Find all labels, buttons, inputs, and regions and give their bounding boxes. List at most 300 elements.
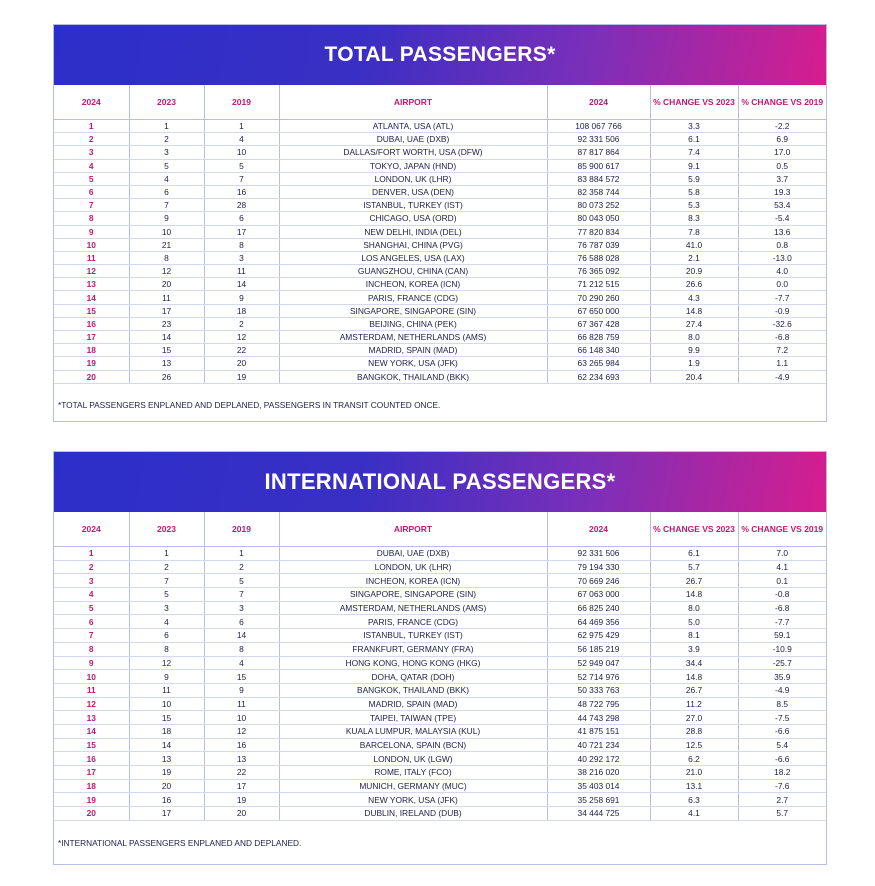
table-cell: 14.8 (650, 304, 738, 317)
international-passengers-title: INTERNATIONAL PASSENGERS* (54, 452, 826, 512)
table-cell: 18.2 (738, 766, 826, 780)
column-header: % CHANGE VS 2023 (650, 85, 738, 120)
table-cell: -7.6 (738, 779, 826, 793)
table-cell: 63 265 984 (547, 357, 650, 370)
table-cell: 5.3 (650, 199, 738, 212)
rank-cell: 2 (54, 133, 129, 146)
airport-cell: AMSTERDAM, NETHERLANDS (AMS) (279, 601, 547, 615)
column-header: 2024 (547, 85, 650, 120)
airport-cell: PARIS, FRANCE (CDG) (279, 615, 547, 629)
table-cell: -0.9 (738, 304, 826, 317)
table-cell: 20.4 (650, 370, 738, 383)
table-cell: 12 (129, 265, 204, 278)
table-cell: 48 722 795 (547, 697, 650, 711)
table-cell: 40 292 172 (547, 752, 650, 766)
table-cell: 20 (129, 779, 204, 793)
table-cell: 66 825 240 (547, 601, 650, 615)
total-passengers-footnote: *TOTAL PASSENGERS ENPLANED AND DEPLANED, PASSENGERS IN TRANSIT COUNTED ONCE. (58, 399, 441, 410)
table-cell: -4.9 (738, 683, 826, 697)
table-cell: -6.6 (738, 724, 826, 738)
table-row (54, 574, 826, 588)
airport-cell: ROME, ITALY (FCO) (279, 766, 547, 780)
table-cell: 7 (129, 574, 204, 588)
table-row (54, 344, 826, 357)
airport-cell: NEW YORK, USA (JFK) (279, 357, 547, 370)
table-cell: 41 875 151 (547, 724, 650, 738)
table-row (54, 159, 826, 172)
table-cell: 6 (204, 615, 279, 629)
table-cell: 0.8 (738, 238, 826, 251)
table-cell: 11 (129, 291, 204, 304)
airport-cell: TOKYO, JAPAN (HND) (279, 159, 547, 172)
table-cell: 21.0 (650, 766, 738, 780)
table-cell: 6.9 (738, 133, 826, 146)
table-cell: 22 (204, 344, 279, 357)
table-cell: 2.7 (738, 793, 826, 807)
column-header: % CHANGE VS 2023 (650, 512, 738, 547)
table-cell: 16 (204, 738, 279, 752)
table-cell: -6.6 (738, 752, 826, 766)
table-cell: 1 (129, 547, 204, 561)
rank-cell: 10 (54, 670, 129, 684)
table-row (54, 212, 826, 225)
table-cell: 23 (129, 317, 204, 330)
table-cell: -7.7 (738, 291, 826, 304)
airport-cell: ATLANTA, USA (ATL) (279, 120, 547, 133)
table-cell: 9 (204, 291, 279, 304)
total-passengers-title: TOTAL PASSENGERS* (54, 25, 826, 85)
rank-cell: 14 (54, 291, 129, 304)
airport-cell: LOS ANGELES, USA (LAX) (279, 251, 547, 264)
table-cell: 6.2 (650, 752, 738, 766)
table-cell: -2.2 (738, 120, 826, 133)
table-cell: 20 (204, 357, 279, 370)
table-cell: 52 949 047 (547, 656, 650, 670)
table-cell: 8 (204, 642, 279, 656)
total-passengers-panel (53, 24, 827, 422)
table-cell: 10 (204, 146, 279, 159)
table-cell: 0.1 (738, 574, 826, 588)
table-row (54, 738, 826, 752)
table-cell: 9.9 (650, 344, 738, 357)
column-header: 2024 (547, 512, 650, 547)
table-cell: 19 (204, 793, 279, 807)
rank-cell: 20 (54, 370, 129, 383)
total-passengers-table (54, 85, 826, 384)
rank-cell: 15 (54, 304, 129, 317)
table-cell: 5 (129, 588, 204, 602)
table-row (54, 251, 826, 264)
airport-cell: MADRID, SPAIN (MAD) (279, 697, 547, 711)
table-cell: -7.7 (738, 615, 826, 629)
table-cell: 14 (129, 738, 204, 752)
table-cell: -6.8 (738, 601, 826, 615)
table-cell: 6 (129, 629, 204, 643)
airport-cell: INCHEON, KOREA (ICN) (279, 278, 547, 291)
rank-cell: 10 (54, 238, 129, 251)
table-cell: 52 714 976 (547, 670, 650, 684)
table-cell: 11 (129, 683, 204, 697)
table-cell: 62 975 429 (547, 629, 650, 643)
table-cell: 5 (204, 159, 279, 172)
table-cell: 7.4 (650, 146, 738, 159)
table-cell: 20.9 (650, 265, 738, 278)
table-cell: 71 212 515 (547, 278, 650, 291)
airport-cell: MADRID, SPAIN (MAD) (279, 344, 547, 357)
rank-cell: 7 (54, 629, 129, 643)
table-cell: 17.0 (738, 146, 826, 159)
table-row (54, 615, 826, 629)
airport-cell: BANGKOK, THAILAND (BKK) (279, 683, 547, 697)
airport-cell: BEIJING, CHINA (PEK) (279, 317, 547, 330)
table-cell: 3 (204, 251, 279, 264)
airport-cell: LONDON, UK (LHR) (279, 560, 547, 574)
airport-cell: DALLAS/FORT WORTH, USA (DFW) (279, 146, 547, 159)
airport-cell: SHANGHAI, CHINA (PVG) (279, 238, 547, 251)
rank-cell: 3 (54, 574, 129, 588)
rank-cell: 12 (54, 697, 129, 711)
airport-cell: CHICAGO, USA (ORD) (279, 212, 547, 225)
table-cell: 1 (204, 547, 279, 561)
table-row (54, 238, 826, 251)
airport-cell: PARIS, FRANCE (CDG) (279, 291, 547, 304)
rank-cell: 6 (54, 185, 129, 198)
table-row (54, 185, 826, 198)
table-cell: 4 (204, 133, 279, 146)
table-cell: 7 (204, 172, 279, 185)
table-cell: 17 (204, 225, 279, 238)
airport-cell: GUANGZHOU, CHINA (CAN) (279, 265, 547, 278)
table-cell: 8 (129, 642, 204, 656)
table-cell: 62 234 693 (547, 370, 650, 383)
table-cell: 8 (129, 251, 204, 264)
table-cell: 6.3 (650, 793, 738, 807)
table-row (54, 547, 826, 561)
table-cell: 41.0 (650, 238, 738, 251)
airport-cell: LONDON, UK (LGW) (279, 752, 547, 766)
airport-cell: ISTANBUL, TURKEY (IST) (279, 629, 547, 643)
table-cell: 18 (129, 724, 204, 738)
table-row (54, 588, 826, 602)
rank-cell: 12 (54, 265, 129, 278)
table-cell: 5.7 (738, 807, 826, 821)
table-cell: 14.8 (650, 670, 738, 684)
rank-cell: 19 (54, 357, 129, 370)
table-cell: 66 828 759 (547, 331, 650, 344)
table-cell: 11 (204, 265, 279, 278)
rank-cell: 8 (54, 642, 129, 656)
table-cell: 7 (129, 199, 204, 212)
table-cell: 26.6 (650, 278, 738, 291)
table-cell: 6.1 (650, 547, 738, 561)
table-cell: 1.1 (738, 357, 826, 370)
table-cell: 5.0 (650, 615, 738, 629)
table-cell: 7.2 (738, 344, 826, 357)
rank-cell: 19 (54, 793, 129, 807)
table-cell: 16 (129, 793, 204, 807)
rank-cell: 13 (54, 278, 129, 291)
table-cell: 67 367 428 (547, 317, 650, 330)
table-cell: 12 (204, 331, 279, 344)
rank-cell: 11 (54, 251, 129, 264)
table-row (54, 560, 826, 574)
table-row (54, 357, 826, 370)
table-cell: 9 (129, 212, 204, 225)
table-cell: 15 (129, 344, 204, 357)
rank-cell: 8 (54, 212, 129, 225)
international-passengers-panel (53, 451, 827, 865)
table-cell: 70 290 260 (547, 291, 650, 304)
table-cell: 13 (129, 752, 204, 766)
airport-cell: AMSTERDAM, NETHERLANDS (AMS) (279, 331, 547, 344)
table-cell: 12 (129, 656, 204, 670)
airport-cell: BARCELONA, SPAIN (BCN) (279, 738, 547, 752)
table-row (54, 146, 826, 159)
table-cell: 4.1 (650, 807, 738, 821)
table-cell: 14 (129, 331, 204, 344)
table-cell: 6 (204, 212, 279, 225)
table-row (54, 793, 826, 807)
table-row (54, 711, 826, 725)
table-row (54, 656, 826, 670)
table-cell: -4.9 (738, 370, 826, 383)
international-passengers-footnote: *INTERNATIONAL PASSENGERS ENPLANED AND DEPLANED. (58, 837, 302, 848)
table-cell: 76 365 092 (547, 265, 650, 278)
table-cell: 3.7 (738, 172, 826, 185)
table-cell: 4.1 (738, 560, 826, 574)
column-header: 2023 (129, 85, 204, 120)
table-cell: 8.0 (650, 601, 738, 615)
table-cell: 14 (204, 629, 279, 643)
table-cell: 4.3 (650, 291, 738, 304)
table-row (54, 120, 826, 133)
table-row (54, 697, 826, 711)
table-cell: 18 (204, 304, 279, 317)
table-cell: 4.0 (738, 265, 826, 278)
table-cell: 13 (204, 752, 279, 766)
table-row (54, 199, 826, 212)
table-row (54, 278, 826, 291)
header-row (54, 85, 826, 120)
rank-cell: 5 (54, 172, 129, 185)
airport-cell: MUNICH, GERMANY (MUC) (279, 779, 547, 793)
table-cell: 9.1 (650, 159, 738, 172)
international-passengers-table (54, 512, 826, 821)
table-cell: 35.9 (738, 670, 826, 684)
table-cell: 66 148 340 (547, 344, 650, 357)
table-cell: 3 (204, 601, 279, 615)
table-cell: 9 (129, 670, 204, 684)
rank-cell: 1 (54, 547, 129, 561)
table-cell: 26.7 (650, 683, 738, 697)
table-cell: 5.7 (650, 560, 738, 574)
table-cell: 1.9 (650, 357, 738, 370)
airport-cell: BANGKOK, THAILAND (BKK) (279, 370, 547, 383)
table-cell: 11.2 (650, 697, 738, 711)
rank-cell: 14 (54, 724, 129, 738)
table-cell: 15 (204, 670, 279, 684)
table-cell: 21 (129, 238, 204, 251)
table-cell: 3 (129, 146, 204, 159)
table-cell: 80 073 252 (547, 199, 650, 212)
table-cell: -7.5 (738, 711, 826, 725)
table-cell: 2 (204, 317, 279, 330)
rank-cell: 3 (54, 146, 129, 159)
table-cell: 76 787 039 (547, 238, 650, 251)
table-row (54, 724, 826, 738)
airport-cell: ISTANBUL, TURKEY (IST) (279, 199, 547, 212)
rank-cell: 17 (54, 766, 129, 780)
table-cell: 56 185 219 (547, 642, 650, 656)
table-cell: 70 669 246 (547, 574, 650, 588)
table-cell: 92 331 506 (547, 547, 650, 561)
rank-cell: 11 (54, 683, 129, 697)
table-row (54, 601, 826, 615)
airport-cell: LONDON, UK (LHR) (279, 172, 547, 185)
airport-cell: HONG KONG, HONG KONG (HKG) (279, 656, 547, 670)
column-header: 2023 (129, 512, 204, 547)
table-cell: 17 (129, 304, 204, 317)
header-row (54, 512, 826, 547)
table-cell: 67 650 000 (547, 304, 650, 317)
airport-cell: TAIPEI, TAIWAN (TPE) (279, 711, 547, 725)
table-cell: 9 (204, 683, 279, 697)
table-cell: 19.3 (738, 185, 826, 198)
airport-cell: KUALA LUMPUR, MALAYSIA (KUL) (279, 724, 547, 738)
table-cell: -10.9 (738, 642, 826, 656)
table-row (54, 629, 826, 643)
table-row (54, 291, 826, 304)
table-cell: -13.0 (738, 251, 826, 264)
table-cell: 7.0 (738, 547, 826, 561)
table-cell: 0.5 (738, 159, 826, 172)
table-row (54, 172, 826, 185)
table-row (54, 683, 826, 697)
column-header: 2019 (204, 85, 279, 120)
table-cell: 20 (204, 807, 279, 821)
table-cell: 108 067 766 (547, 120, 650, 133)
rank-cell: 18 (54, 779, 129, 793)
table-cell: 5.9 (650, 172, 738, 185)
table-cell: 14 (204, 278, 279, 291)
table-cell: 12 (204, 724, 279, 738)
table-cell: 19 (129, 766, 204, 780)
column-header: AIRPORT (279, 512, 547, 547)
table-cell: 8 (204, 238, 279, 251)
rank-cell: 16 (54, 317, 129, 330)
table-row (54, 304, 826, 317)
table-cell: 59.1 (738, 629, 826, 643)
table-cell: 92 331 506 (547, 133, 650, 146)
table-cell: 53.4 (738, 199, 826, 212)
table-cell: 10 (204, 711, 279, 725)
table-cell: 7 (204, 588, 279, 602)
rank-cell: 17 (54, 331, 129, 344)
table-cell: 1 (204, 120, 279, 133)
table-cell: -6.8 (738, 331, 826, 344)
table-cell: 64 469 356 (547, 615, 650, 629)
rank-cell: 18 (54, 344, 129, 357)
column-header: % CHANGE VS 2019 (738, 85, 826, 120)
table-cell: 35 403 014 (547, 779, 650, 793)
table-row (54, 225, 826, 238)
table-cell: 5.8 (650, 185, 738, 198)
table-cell: 50 333 763 (547, 683, 650, 697)
table-cell: 40 721 234 (547, 738, 650, 752)
table-cell: 10 (129, 225, 204, 238)
table-cell: 8.3 (650, 212, 738, 225)
table-cell: 10 (129, 697, 204, 711)
table-cell: 34 444 725 (547, 807, 650, 821)
table-row (54, 670, 826, 684)
table-cell: 2 (204, 560, 279, 574)
table-cell: 16 (204, 185, 279, 198)
airport-cell: NEW YORK, USA (JFK) (279, 793, 547, 807)
table-row (54, 331, 826, 344)
table-cell: 8.5 (738, 697, 826, 711)
rank-cell: 2 (54, 560, 129, 574)
table-cell: 2.1 (650, 251, 738, 264)
table-cell: 5.4 (738, 738, 826, 752)
table-cell: 85 900 617 (547, 159, 650, 172)
table-cell: 7.8 (650, 225, 738, 238)
table-cell: 5 (129, 159, 204, 172)
table-cell: 8.0 (650, 331, 738, 344)
rank-cell: 20 (54, 807, 129, 821)
table-cell: 67 063 000 (547, 588, 650, 602)
table-row (54, 642, 826, 656)
airport-cell: SINGAPORE, SINGAPORE (SIN) (279, 588, 547, 602)
table-cell: 13.1 (650, 779, 738, 793)
rank-cell: 5 (54, 601, 129, 615)
table-cell: -25.7 (738, 656, 826, 670)
table-cell: 4 (204, 656, 279, 670)
table-cell: 12.5 (650, 738, 738, 752)
table-cell: 44 743 298 (547, 711, 650, 725)
table-cell: 28.8 (650, 724, 738, 738)
table-row (54, 766, 826, 780)
table-cell: 38 216 020 (547, 766, 650, 780)
table-cell: 35 258 691 (547, 793, 650, 807)
rank-cell: 9 (54, 656, 129, 670)
table-cell: 3.9 (650, 642, 738, 656)
table-cell: 27.4 (650, 317, 738, 330)
table-cell: 4 (129, 615, 204, 629)
table-cell: 27.0 (650, 711, 738, 725)
table-cell: 19 (204, 370, 279, 383)
table-cell: 8.1 (650, 629, 738, 643)
table-row (54, 779, 826, 793)
table-cell: 77 820 834 (547, 225, 650, 238)
rank-cell: 4 (54, 159, 129, 172)
airport-cell: DOHA, QATAR (DOH) (279, 670, 547, 684)
table-cell: 4 (129, 172, 204, 185)
table-cell: 6 (129, 185, 204, 198)
table-cell: 28 (204, 199, 279, 212)
table-cell: 0.0 (738, 278, 826, 291)
table-row (54, 807, 826, 821)
column-header: % CHANGE VS 2019 (738, 512, 826, 547)
table-cell: 82 358 744 (547, 185, 650, 198)
rank-cell: 1 (54, 120, 129, 133)
table-row (54, 133, 826, 146)
airport-cell: SINGAPORE, SINGAPORE (SIN) (279, 304, 547, 317)
airport-cell: DUBAI, UAE (DXB) (279, 547, 547, 561)
table-cell: 1 (129, 120, 204, 133)
table-cell: -32.6 (738, 317, 826, 330)
table-cell: 2 (129, 133, 204, 146)
airport-cell: DENVER, USA (DEN) (279, 185, 547, 198)
